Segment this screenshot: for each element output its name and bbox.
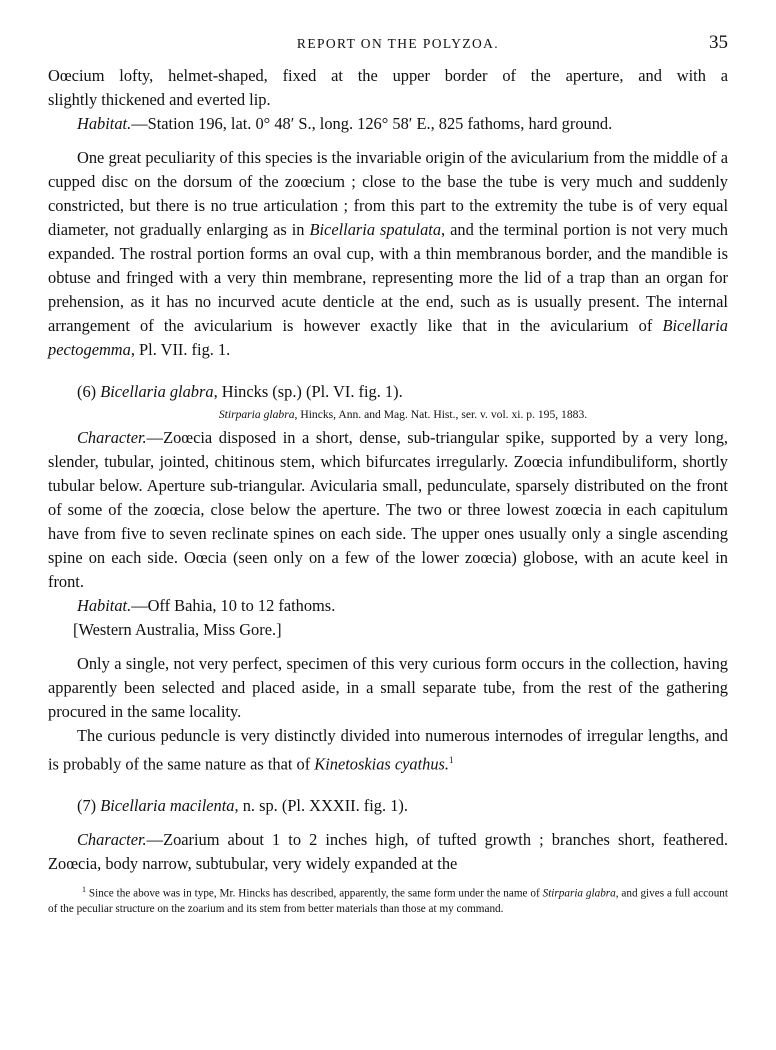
para-text-3: , Pl. VII. fig. 1. — [130, 340, 231, 359]
species-6-name: Bicellaria glabra — [100, 382, 214, 401]
para-text-2: , and the terminal portion is not very much expanded. The rostral portion forms an oval cup, with a thin membranous border, and the mandible is obtuse and fringed with a very thin membrane, representing more the lid of a trap than an organ for prehension, as it has no incurved acute denticle at the end, such as is usually present. The internal arrangement of the avicularium is however exactly like that in the avicularium of — [48, 220, 728, 335]
character-label: Character. — [77, 830, 147, 850]
running-title: REPORT ON THE POLYZOA. — [296, 36, 500, 51]
synonym-name: Stirparia glabra — [218, 408, 295, 421]
species-6-authority: , Hincks (sp.) (Pl. VI. fig. 1). — [213, 382, 403, 401]
document-page — [48, 32, 728, 917]
species-7-character — [48, 828, 728, 876]
species-ref-spatulata: Bicellaria spatulata — [309, 220, 442, 239]
species-7-name: Bicellaria macilenta — [100, 796, 235, 816]
ooecium-line-1: Oœcium lofty, helmet-shaped, fixed at the upper border of the aperture, and with a — [48, 66, 728, 85]
species-6-locality-note: [Western Australia, Miss Gore.] — [73, 620, 282, 639]
species-6-paragraph-peduncle — [48, 724, 728, 776]
ooecium-line-2: slightly thickened and everted lip. — [48, 90, 271, 109]
species-7-heading — [48, 794, 728, 818]
species-6-number: (6) — [77, 382, 101, 401]
species-6-synonym — [78, 404, 728, 426]
species-ref-pectogemma: Bicellaria pectogemma — [48, 316, 728, 359]
species-6-heading — [48, 380, 728, 404]
running-header — [48, 32, 728, 64]
peduncle-text: The curious peduncle is very distinctly divided into numerous internodes of irregular lengths, and is probably of the same nature as that of — [48, 726, 728, 774]
footnote-text-2: , and gives a full account of the peculiar structure on the zoarium and its stem from better materials than those at my command. — [48, 888, 728, 916]
paragraph-peculiarity — [48, 146, 728, 362]
habitat-text: —Off Bahia, 10 to 12 fathoms. — [131, 596, 336, 615]
habitat-label: Habitat. — [77, 114, 132, 133]
ooecium-description — [48, 64, 728, 112]
habitat-station-196 — [48, 112, 728, 136]
footnote-species: Stirparia glabra — [542, 888, 616, 901]
species-7-number: (7) — [77, 796, 101, 816]
footnote-text-1: Since the above was in type, Mr. Hincks has described, apparently, the same form under the name of — [86, 888, 543, 901]
species-ref-kinetoskias: Kinetoskias cyathus. — [314, 754, 450, 774]
character-text: —Zoarium about 1 to 2 inches high, of tufted growth ; branches short, feathered. Zoœcia, body narrow, subtubular, very widely expanded at the — [48, 830, 728, 874]
character-label: Character. — [77, 428, 147, 447]
character-text: —Zoœcia disposed in a short, dense, sub-triangular spike, supported by a very long, slender, tubular, jointed, chitinous stem, which bifurcates irregularly. Zoœcia infundibuliform, shortly tubular below. Aperture sub-triangular. Avicularia small, pedunculate, sparsely distributed on the front of some of the zoœcia, close below the aperture. The two or three lowest zoœcia in each capitulum have from five to seven reclinate spines on each side. The upper ones usually only a single ascending spine on each side. Oœcia (seen only on a few of the lower zoœcia) globose, with an acute keel in front. — [48, 428, 728, 591]
footnote — [48, 882, 728, 917]
footnote-ref: 1 — [449, 755, 454, 765]
footnote-marker: 1 — [82, 885, 86, 895]
species-6-habitat — [48, 594, 728, 618]
habitat-text: —Station 196, lat. 0° 48′ S., long. 126° 58′ E., 825 fathoms, hard ground. — [131, 114, 613, 133]
species-7-authority: , n. sp. (Pl. XXXII. fig. 1). — [234, 796, 408, 816]
habitat-label: Habitat. — [77, 596, 132, 615]
species-6-paragraph-specimen: Only a single, not very perfect, specimen of this very curious form occurs in the collection, having apparently been selected and placed aside, in a small separate tube, from the rest of the gathering procured in the same locality. — [48, 654, 728, 721]
synonym-citation: , Hincks, Ann. and Mag. Nat. Hist., ser. v. vol. xi. p. 195, 1883. — [294, 408, 588, 421]
page-number: 35 — [709, 32, 728, 53]
species-6-character — [48, 426, 728, 594]
para-text-1: One great peculiarity of this species is the invariable origin of the avicularium from the middle of a cupped disc on the dorsum of the zoœcium ; close to the base the tube is very much and suddenly constricted, but there is no true articulation ; from this part to the extremity the tube is of very equal diameter, not gradually enlarging as in — [48, 148, 728, 239]
